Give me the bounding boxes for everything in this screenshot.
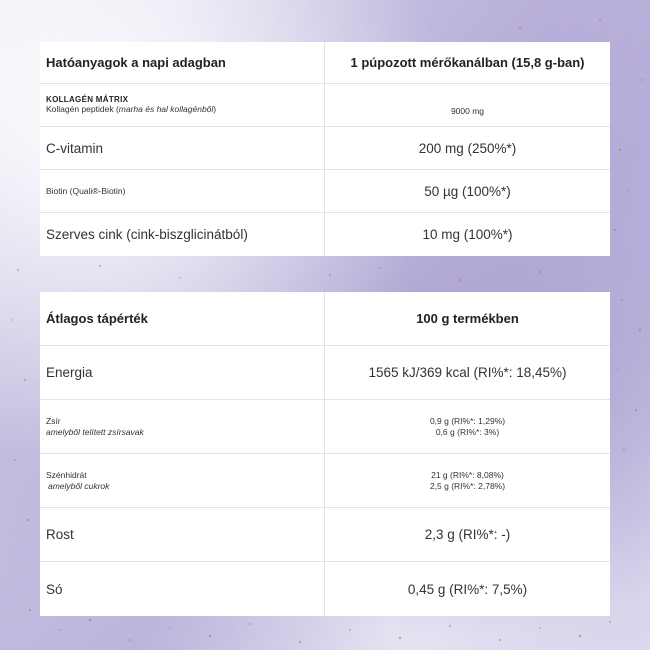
label-cell bbox=[40, 454, 325, 507]
table-row bbox=[40, 454, 610, 508]
zinc-label: Szerves cink (cink-biszglicinátból) bbox=[46, 227, 248, 242]
table-row bbox=[40, 508, 610, 562]
label-cell bbox=[40, 400, 325, 453]
energy-label: Energia bbox=[46, 365, 93, 380]
value-cell bbox=[325, 346, 610, 399]
salt-label: Só bbox=[46, 581, 63, 597]
table-row bbox=[40, 170, 610, 213]
table-header-row bbox=[40, 292, 610, 346]
value-cell bbox=[325, 454, 610, 507]
table-row bbox=[40, 562, 610, 616]
table-row bbox=[40, 400, 610, 454]
header-ingredients: Hatóanyagok a napi adagban bbox=[46, 55, 226, 70]
collagen-peptides-label bbox=[46, 104, 318, 115]
sugars-label: amelyből cukrok bbox=[48, 480, 110, 491]
header-cell bbox=[40, 42, 325, 83]
biotin-label: Biotin (Quali®-Biotin) bbox=[46, 185, 126, 196]
label-italic-text: marha és hal kollagénből bbox=[118, 104, 214, 114]
collagen-value: 9000 mg bbox=[450, 106, 485, 116]
header-cell bbox=[325, 42, 610, 83]
carbohydrate-value: 21 g (RI%*: 8,08%) bbox=[431, 469, 504, 480]
energy-value: 1565 kJ/369 kcal (RI%*: 18,45%) bbox=[368, 365, 567, 380]
value-cell bbox=[325, 170, 610, 212]
active-ingredients-table bbox=[40, 42, 610, 256]
collagen-matrix-title: KOLLAGÉN MÁTRIX bbox=[46, 95, 129, 104]
vitamin-c-label: C-vitamin bbox=[46, 140, 104, 156]
zinc-value: 10 mg (100%*) bbox=[422, 227, 513, 242]
header-nutrition: Átlagos tápérték bbox=[46, 311, 148, 326]
value-cell bbox=[325, 400, 610, 453]
value-cell bbox=[325, 562, 610, 616]
table-row bbox=[40, 346, 610, 400]
table-header-row bbox=[40, 42, 610, 84]
label-cell bbox=[40, 346, 325, 399]
fiber-label: Rost bbox=[46, 527, 74, 542]
value-cell bbox=[325, 84, 610, 126]
biotin-value: 50 µg (100%*) bbox=[424, 183, 511, 199]
header-dose: 1 púpozott mérőkanálban (15,8 g-ban) bbox=[350, 55, 585, 70]
label-cell bbox=[40, 84, 325, 126]
vitamin-c-value: 200 mg (250%*) bbox=[418, 140, 517, 156]
carbohydrate-label: Szénhidrát bbox=[46, 469, 87, 480]
table-row bbox=[40, 213, 610, 256]
label-cell bbox=[40, 508, 325, 561]
header-cell bbox=[40, 292, 325, 345]
header-cell bbox=[325, 292, 610, 345]
nutrition-table bbox=[40, 292, 610, 616]
label-cell bbox=[40, 170, 325, 212]
salt-value: 0,45 g (RI%*: 7,5%) bbox=[407, 581, 528, 597]
table-row bbox=[40, 84, 610, 127]
fiber-value: 2,3 g (RI%*: -) bbox=[424, 527, 511, 542]
label-cell bbox=[40, 562, 325, 616]
label-text: Kollagén peptidek ( bbox=[46, 104, 119, 114]
value-cell bbox=[325, 508, 610, 561]
saturated-fat-value: 0,6 g (RI%*: 3%) bbox=[435, 426, 500, 437]
value-cell bbox=[325, 127, 610, 169]
saturated-fat-label: amelyből telített zsírsavak bbox=[46, 426, 144, 437]
sugars-value: 2,5 g (RI%*: 2,78%) bbox=[429, 480, 506, 491]
label-cell bbox=[40, 213, 325, 256]
fat-value: 0,9 g (RI%*: 1,29%) bbox=[429, 415, 506, 426]
label-text: ) bbox=[213, 104, 217, 114]
header-per-100g: 100 g termékben bbox=[416, 311, 519, 326]
fat-label: Zsír bbox=[46, 415, 61, 426]
value-cell bbox=[325, 213, 610, 256]
label-cell bbox=[40, 127, 325, 169]
table-row bbox=[40, 127, 610, 170]
